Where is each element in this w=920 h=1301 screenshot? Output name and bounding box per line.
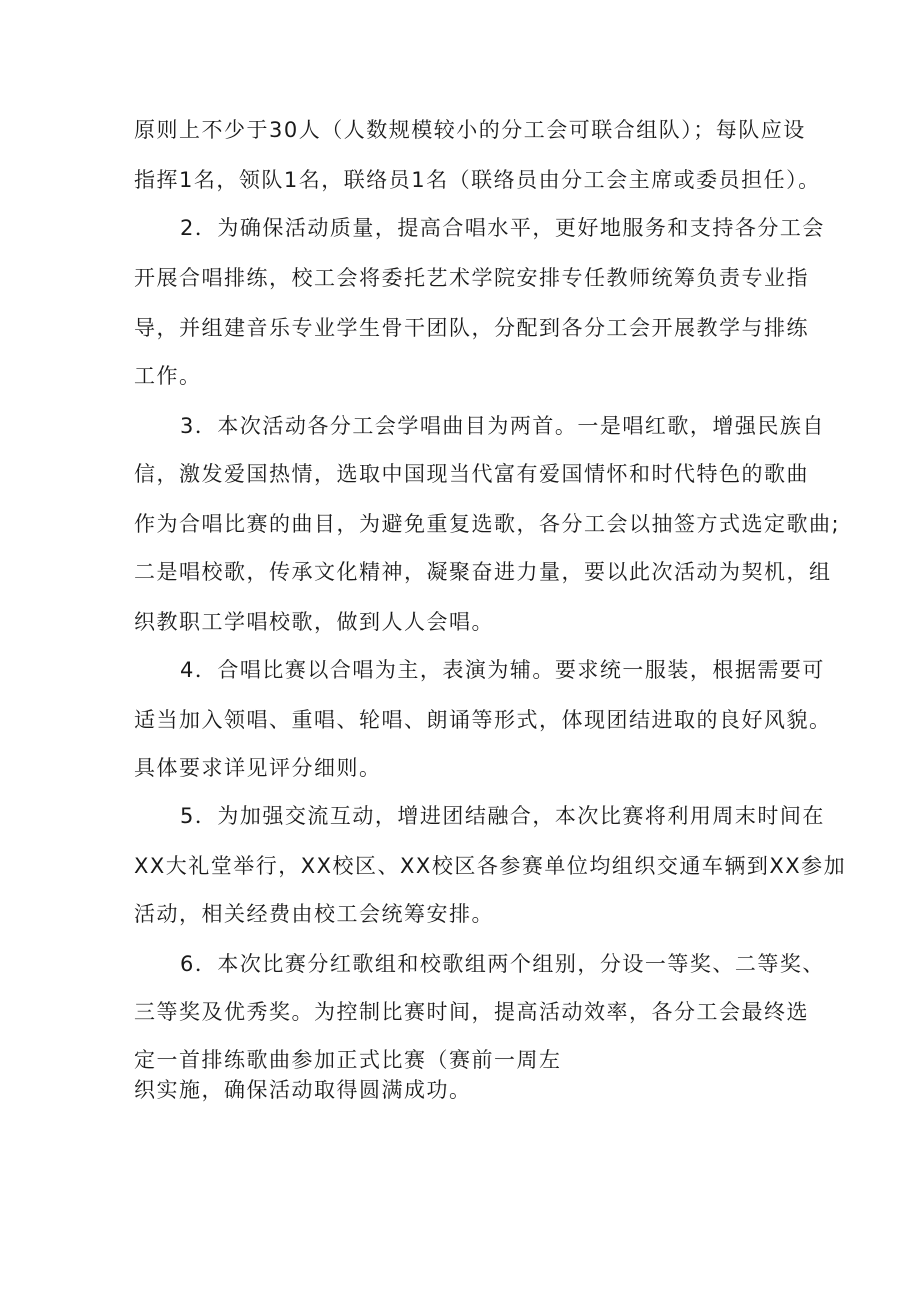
text-line: 二是唱校歌，传承文化精神，凝聚奋进力量，要以此次活动为契机，组 xyxy=(134,560,832,584)
text-line: 信，激发爱国热情，选取中国现当代富有爱国情怀和时代特色的歌曲 xyxy=(134,462,809,486)
text-line: 织实施，确保活动取得圆满成功。 xyxy=(134,1078,472,1102)
text-line: 作为合唱比赛的曲目，为避免重复选歌，各分工会以抽签方式选定歌曲; xyxy=(134,512,841,536)
paragraph-6-first-line: 6．本次比赛分红歌组和校歌组两个组别，分设一等奖、二等奖、 xyxy=(180,952,825,976)
text-line: 定一首排练歌曲参加正式比赛（赛前一周左 xyxy=(134,1048,562,1072)
text-line: 指挥1名，领队1名，联络员1名（联络员由分工会主席或委员担任）。 xyxy=(134,168,821,192)
text-line: 导，并组建音乐专业学生骨干团队，分配到各分工会开展教学与排练 xyxy=(134,316,809,340)
text-line: 适当加入领唱、重唱、轮唱、朗诵等形式，体现团结进取的良好风貌。 xyxy=(134,708,832,732)
text-line: 工作。 xyxy=(134,364,202,388)
text-line: 具体要求详见评分细则。 xyxy=(134,756,382,780)
text-line: 织教职工学唱校歌，做到人人会唱。 xyxy=(134,610,494,634)
text-line: XX大礼堂举行，XX校区、XX校区各参赛单位均组织交通车辆到XX参加 xyxy=(134,854,847,878)
paragraph-2-first-line: 2．为确保活动质量，提高合唱水平，更好地服务和支持各分工会 xyxy=(180,216,825,240)
text-line: 开展合唱排练，校工会将委托艺术学院安排专任教师统筹负责专业指 xyxy=(134,266,809,290)
paragraph-5-first-line: 5．为加强交流互动，增进团结融合，本次比赛将利用周末时间在 xyxy=(180,804,825,828)
paragraph-3-first-line: 3．本次活动各分工会学唱曲目为两首。一是唱红歌，增强民族自 xyxy=(180,414,825,438)
paragraph-4-first-line: 4．合唱比赛以合唱为主，表演为辅。要求统一服装，根据需要可 xyxy=(180,658,825,682)
text-line: 三等奖及优秀奖。为控制比赛时间，提高活动效率，各分工会最终选 xyxy=(134,1000,809,1024)
text-line: 活动，相关经费由校工会统筹安排。 xyxy=(134,902,494,926)
text-line: 原则上不少于30人（人数规模较小的分工会可联合组队）；每队应设 xyxy=(134,118,806,142)
